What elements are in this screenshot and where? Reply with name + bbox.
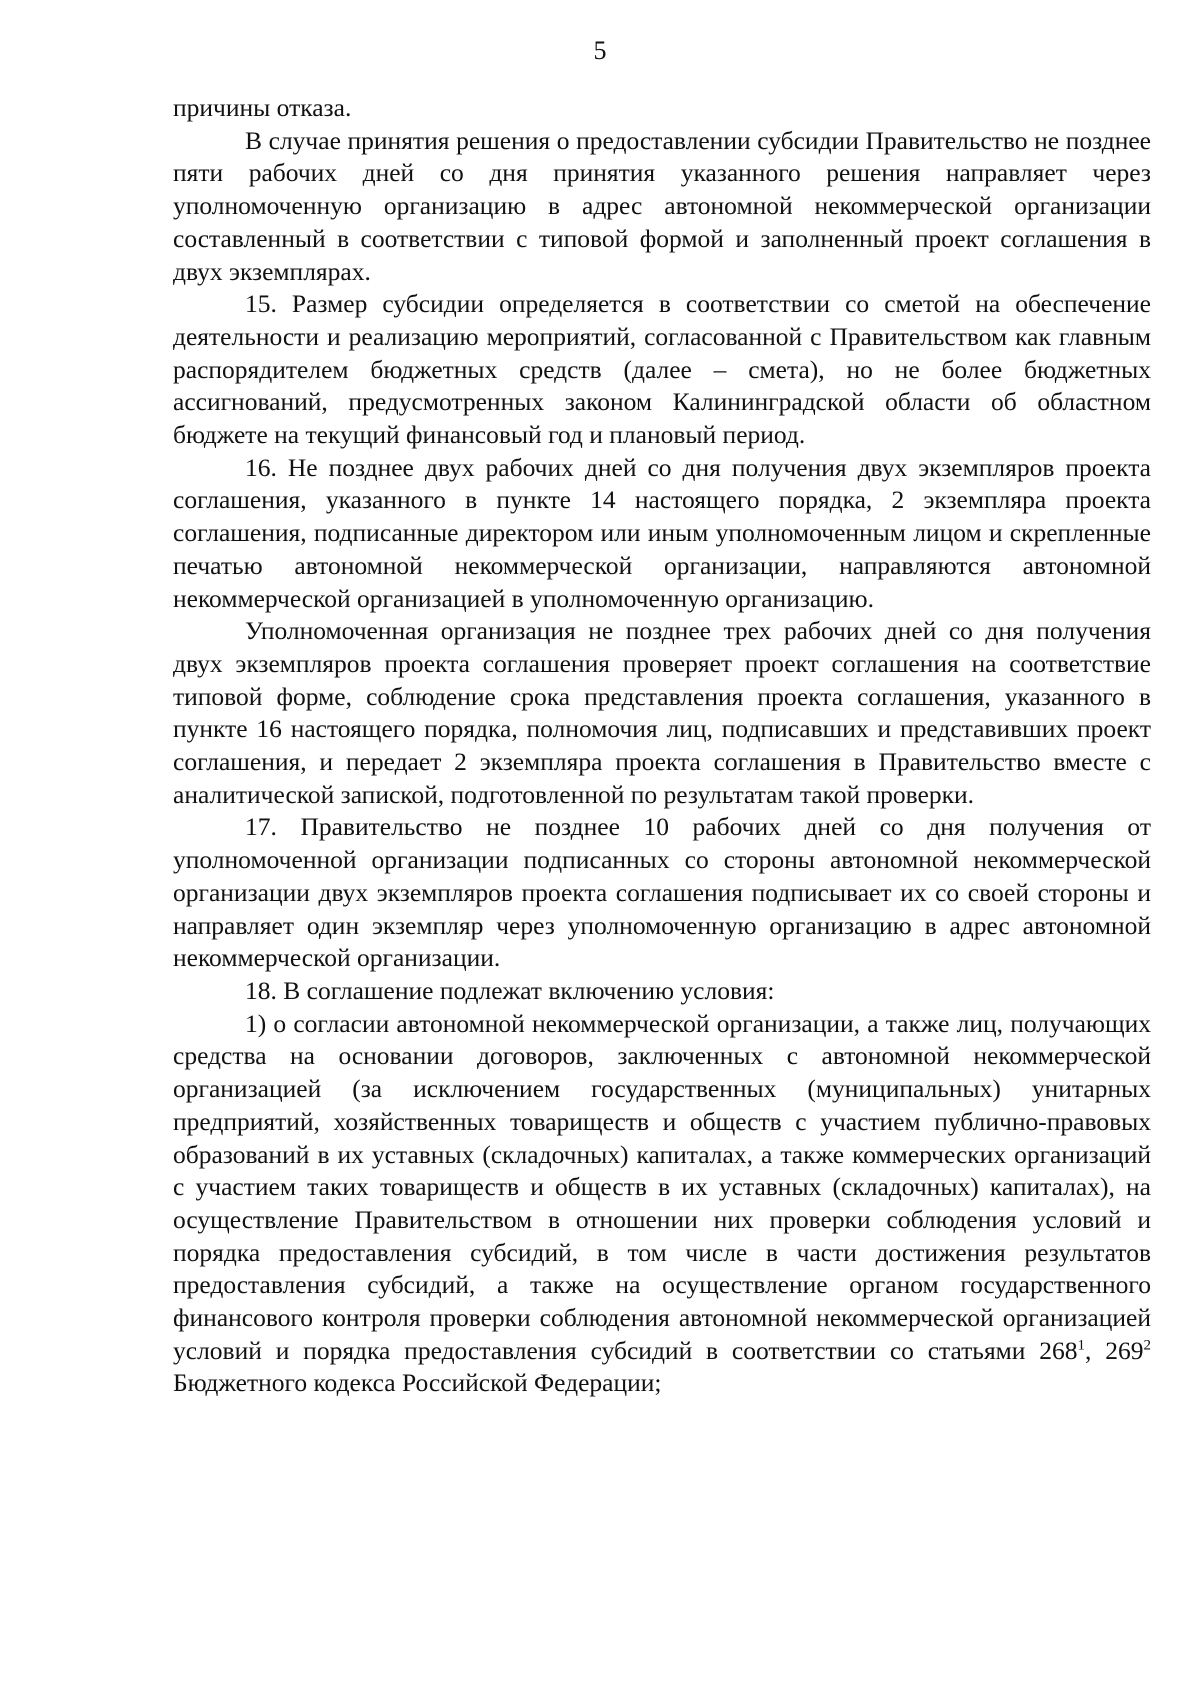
article-number: 269	[1105, 1335, 1144, 1365]
document-body	[173, 92, 1151, 1400]
paragraph-item-16: 16. Не позднее двух рабочих дней со дня получения двух экземпляров проекта соглашения, указанного в пункте 14 настоящего порядка, 2 экземпляра проекта соглашения, подписанные директором или иным уполномоченным лицом и скрепленные печатью автономной некоммерческой организации, направляются автономной некоммерческой организацией в уполномоченную организацию.	[173, 452, 1151, 613]
paragraph: причины отказа.	[173, 93, 352, 122]
article-superscript: 1	[1077, 1337, 1086, 1354]
paragraph-subitem-1	[173, 1008, 1151, 1400]
subitem-text-end: Бюджетного кодекса Российской Федерации;	[173, 1368, 662, 1398]
paragraph-item-15: 15. Размер субсидии определяется в соответствии со сметой на обеспечение деятельности и реализацию мероприятий, согласованной с Правительством как главным распорядителем бюджетных средств (далее – смета), но не более бюджетных ассигнований, предусмотренных законом Калининградской области об областном бюджете на текущий финансовый год и плановый период.	[173, 289, 1151, 450]
page-number: 5	[593, 36, 607, 65]
article-superscript: 2	[1143, 1337, 1152, 1354]
paragraph-item-17: 17. Правительство не позднее 10 рабочих дней со дня получения от уполномоченной организации подписанных со стороны автономной некоммерческой организации двух экземпляров проекта соглашения подписывает их со своей стороны и направляет один экземпляр через уполномоченную организацию в адрес автономной некоммерческой организации.	[173, 812, 1151, 973]
paragraph: В случае принятия решения о предоставлении субсидии Правительство не позднее пяти рабочих дней со дня принятия указанного решения направляет через уполномоченную организацию в адрес автономной некоммерческой организации составленный в соответствии с типовой формой и заполненный проект соглашения в двух экземплярах.	[173, 125, 1151, 286]
paragraph: Уполномоченная организация не позднее трех рабочих дней со дня получения двух экземпляров проекта соглашения проверяет проект соглашения на соответствие типовой форме, соблюдение срока представления проекта соглашения, указанного в пункте 16 настоящего порядка, полномочия лиц, подписавших и представивших проект соглашения, и передает 2 экземпляра проекта соглашения в Правительство вместе с аналитической запиской, подготовленной по результатам такой проверки.	[173, 616, 1151, 809]
subitem-text: 1) о согласии автономной некоммерческой организации, а также лиц, получающих средства на основании договоров, заключенных с автономной некоммерческой организацией (за исключением государственных (муниципальных) унитарных предприятий, хозяйственных товариществ и обществ с участием публично-правовых образований в их уставных (складочных) капиталах, а также коммерческих организаций с участием таких товариществ и обществ в их уставных (складочных) капиталах), на осуществление Правительством в отношении них проверки соблюдения условий и порядка предоставления субсидий, в том числе в части достижения результатов предоставления субсидий, а также на осуществление органом государственного финансового контроля проверки соблюдения автономной некоммерческой организацией условий и порядка предоставления субсидий в соответствии со статьями	[173, 1008, 1151, 1365]
article-number: 268	[1039, 1335, 1078, 1365]
paragraph-item-18: 18. В соглашение подлежат включению условия:	[245, 975, 775, 1005]
article-separator: ,	[1085, 1335, 1106, 1365]
